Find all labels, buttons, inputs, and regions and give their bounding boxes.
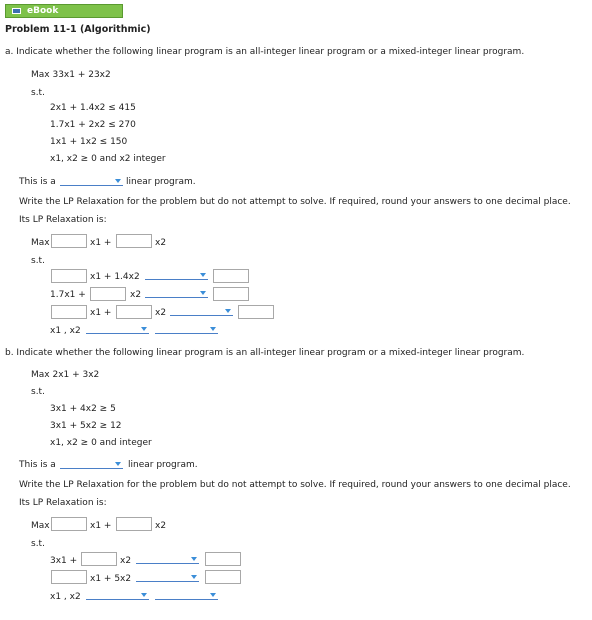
part-a-row1-text: x1 + 1.4x2: [90, 272, 140, 282]
part-a-vars-value-dropdown[interactable]: [155, 324, 218, 334]
part-a-row3-coef2-input[interactable]: [116, 305, 152, 319]
book-icon: [12, 8, 21, 14]
part-b-row1-sign-dropdown[interactable]: [136, 554, 199, 564]
part-a-row2-coef-input[interactable]: [90, 287, 126, 301]
part-a-constraint-1: 2x1 + 1.4x2 ≤ 415: [50, 103, 136, 113]
part-b-relaxation-label: Its LP Relaxation is:: [19, 498, 107, 508]
part-b-program-type-dropdown[interactable]: [60, 459, 123, 469]
chevron-down-icon: [210, 327, 216, 331]
part-b-this-is-a: This is a: [19, 460, 56, 470]
chevron-down-icon: [225, 309, 231, 313]
chevron-down-icon: [141, 593, 147, 597]
part-b-vars-sign-dropdown[interactable]: [86, 590, 149, 600]
part-b-row1-rhs-input[interactable]: [205, 552, 241, 566]
part-b-row1-x2: x2: [120, 556, 132, 566]
chevron-down-icon: [141, 327, 147, 331]
part-a-instruction: Write the LP Relaxation for the problem but do not attempt to solve. If required, round your answers to one decimal place.: [19, 197, 571, 207]
part-b-st: s.t.: [31, 387, 45, 397]
part-a-row3-text: x1 +: [90, 308, 112, 318]
part-b-constraint-3: x1, x2 ≥ 0 and integer: [50, 438, 152, 448]
part-a-this-is-a: This is a: [19, 177, 56, 187]
part-b-constraint-1: 3x1 + 4x2 ≥ 5: [50, 404, 116, 414]
part-b-linear-program: linear program.: [128, 460, 198, 470]
part-a-row2-rhs-input[interactable]: [213, 287, 249, 301]
part-a-st: s.t.: [31, 88, 45, 98]
part-a-obj-x1-input[interactable]: [51, 234, 87, 248]
part-a-obj-x2: x2: [155, 238, 167, 248]
part-a-question: a. Indicate whether the following linear program is an all-integer linear program or a mixed-integer linear program.: [5, 47, 525, 57]
part-b-row1-prefix: 3x1 +: [50, 556, 78, 566]
part-a-row2-x2: x2: [130, 290, 142, 300]
chevron-down-icon: [210, 593, 216, 597]
ebook-button[interactable]: [5, 4, 123, 18]
part-a-row3-coef1-input[interactable]: [51, 305, 87, 319]
chevron-down-icon: [115, 179, 121, 183]
part-a-max: Max: [31, 238, 50, 248]
ebook-label: eBook: [27, 6, 59, 16]
part-b-obj-x1-input[interactable]: [51, 517, 87, 531]
part-a-linear-program: linear program.: [126, 177, 196, 187]
part-a-constraint-3: 1x1 + 1x2 ≤ 150: [50, 137, 128, 147]
chevron-down-icon: [200, 273, 206, 277]
part-b-row2-coef-input[interactable]: [51, 570, 87, 584]
part-a-row2-prefix: 1.7x1 +: [50, 290, 86, 300]
part-b-obj-x2-input[interactable]: [116, 517, 152, 531]
part-b-question: b. Indicate whether the following linear program is an all-integer linear program or a mixed-integer linear program.: [5, 348, 525, 358]
part-a-vars-label: x1 , x2: [50, 326, 81, 336]
part-a-relaxation-label: Its LP Relaxation is:: [19, 215, 107, 225]
part-a-vars-sign-dropdown[interactable]: [86, 324, 149, 334]
part-b-row2-text: x1 + 5x2: [90, 574, 132, 584]
part-a-row1-coef-input[interactable]: [51, 269, 87, 283]
chevron-down-icon: [191, 557, 197, 561]
part-a-row2-sign-dropdown[interactable]: [145, 288, 208, 298]
part-a-constraint-2: 1.7x1 + 2x2 ≤ 270: [50, 120, 136, 130]
part-a-row1-sign-dropdown[interactable]: [145, 270, 208, 280]
part-b-obj-x1-plus: x1 +: [90, 521, 112, 531]
part-a-obj-x1-plus: x1 +: [90, 238, 112, 248]
chevron-down-icon: [200, 291, 206, 295]
part-b-vars-value-dropdown[interactable]: [155, 590, 218, 600]
part-b-row1-coef-input[interactable]: [81, 552, 117, 566]
part-a-relax-st: s.t.: [31, 256, 45, 266]
part-a-obj-x2-input[interactable]: [116, 234, 152, 248]
part-b-row2-rhs-input[interactable]: [205, 570, 241, 584]
part-a-row3-x2: x2: [155, 308, 167, 318]
chevron-down-icon: [115, 462, 121, 466]
part-b-max: Max: [31, 521, 50, 531]
part-b-relax-st: s.t.: [31, 539, 45, 549]
chevron-down-icon: [191, 575, 197, 579]
part-b-vars-label: x1 , x2: [50, 592, 81, 602]
part-a-constraint-4: x1, x2 ≥ 0 and x2 integer: [50, 154, 166, 164]
part-a-row1-rhs-input[interactable]: [213, 269, 249, 283]
part-b-row2-sign-dropdown[interactable]: [136, 572, 199, 582]
part-b-objective: Max 2x1 + 3x2: [31, 370, 100, 380]
part-a-program-type-dropdown[interactable]: [60, 176, 123, 186]
part-a-row3-rhs-input[interactable]: [238, 305, 274, 319]
part-b-obj-x2: x2: [155, 521, 167, 531]
part-b-instruction: Write the LP Relaxation for the problem but do not attempt to solve. If required, round your answers to one decimal place.: [19, 480, 571, 490]
problem-title: Problem 11-1 (Algorithmic): [5, 24, 151, 35]
part-a-row3-sign-dropdown[interactable]: [170, 306, 233, 316]
part-a-objective: Max 33x1 + 23x2: [31, 70, 111, 80]
part-b-constraint-2: 3x1 + 5x2 ≥ 12: [50, 421, 122, 431]
